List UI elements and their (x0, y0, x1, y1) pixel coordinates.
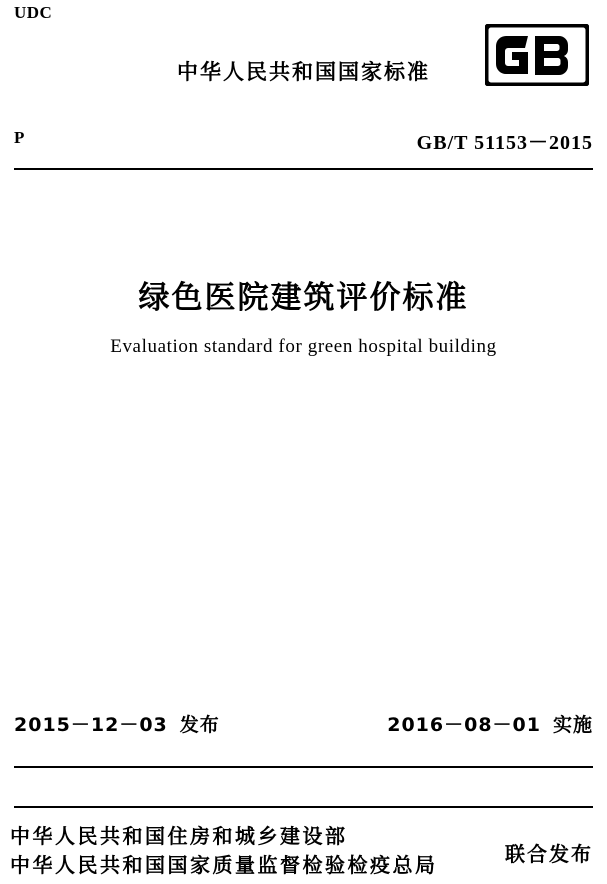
national-standard-title: 中华人民共和国国家标准 (177, 60, 430, 84)
category-mark: P (14, 128, 25, 147)
issue-date-group (14, 710, 220, 737)
issue-date: 2015－12－03 (14, 714, 168, 736)
joint-release-label: 联合发布 (505, 842, 593, 866)
issue-date-label: 发布 (179, 714, 220, 736)
issuer-line-2: 中华人民共和国国家质量监督检验检疫总局 (10, 853, 438, 877)
effective-date-group (387, 710, 593, 737)
divider-top (14, 168, 593, 170)
gb-logo-icon (485, 24, 589, 86)
document-title-english: Evaluation standard for green hospital building (110, 336, 497, 357)
divider-footer (14, 806, 593, 808)
dates-row (14, 710, 593, 740)
document-title-chinese: 绿色医院建筑评价标准 (138, 280, 469, 316)
issuer-line-1: 中华人民共和国住房和城乡建设部 (10, 824, 348, 848)
divider-bottom (14, 766, 593, 768)
effective-date-label: 实施 (552, 714, 593, 736)
udc-label: UDC (14, 3, 53, 22)
standard-number: GB/T 51153－2015 (416, 132, 593, 154)
effective-date: 2016－08－01 (387, 714, 541, 736)
issuing-authorities (10, 822, 438, 880)
